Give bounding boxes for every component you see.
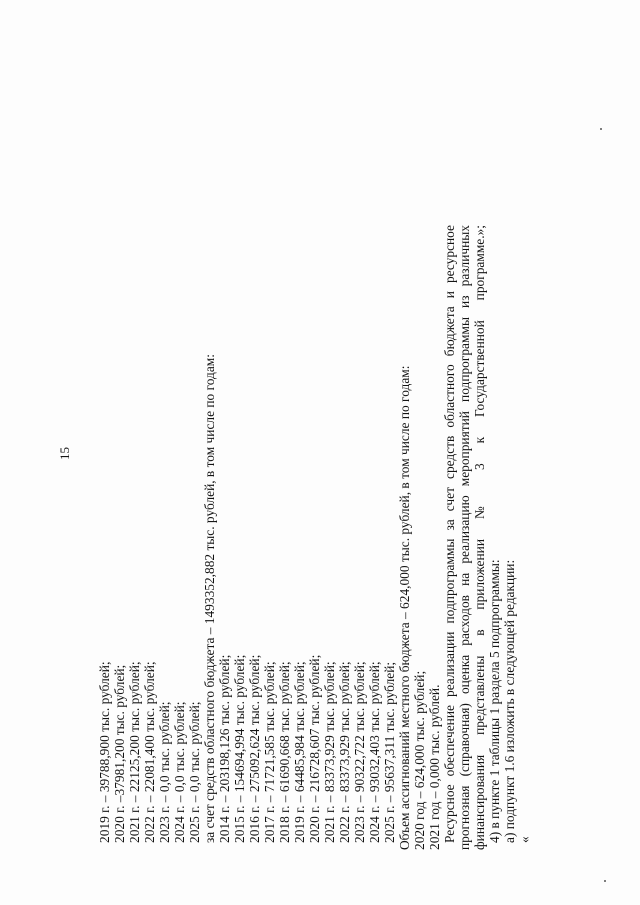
text-line: Ресурсное обеспечение реализации подпрограммы за счет средств областного бюджета и ресурсное <box>442 225 457 843</box>
text-line: 2020 год – 624,000 тыс. рублей; <box>412 670 427 850</box>
text-line: 2016 г. – 275092,624 тыс. рублей; <box>247 654 262 843</box>
text-line: 2019 г. – 39788,900 тыс. рублей; <box>97 661 112 843</box>
text-line: 2015 г. – 154694,994 тыс. рублей; <box>232 654 247 843</box>
text-line: 2023 г. – 0,0 тыс. рублей; <box>157 701 172 843</box>
text-line: 2025 г. – 95637,311 тыс. рублей; <box>382 661 397 843</box>
text-line: 2018 г. – 61690,668 тыс. рублей; <box>277 661 292 843</box>
scan-speck <box>604 880 606 882</box>
text-line: 2022 г. – 83373,929 тыс. рублей; <box>337 661 352 843</box>
text-line: а) подпункт 1.6 изложить в следующей редакции: <box>502 559 517 843</box>
text-line: финансирования представлены в приложении № 3 к Государственной программе.»; <box>472 225 487 850</box>
text-line: 2023 г. – 90322,722 тыс. рублей; <box>352 661 367 843</box>
text-line: 2020 г. – 216728,607 тыс. рублей; <box>307 654 322 843</box>
text-line: 2025 г. – 0,0 тыс. рублей; <box>187 701 202 843</box>
text-line: прогнозная (справочная) оценка расходов на реализацию мероприятий подпрограммы из различных <box>457 225 472 850</box>
text-line: 2019 г. – 64485,984 тыс. рублей; <box>292 661 307 843</box>
page-number: 15 <box>57 447 72 460</box>
document-body <box>97 210 532 850</box>
rotated-content <box>57 210 532 850</box>
text-line: « <box>517 836 532 843</box>
text-line: 2021 г. – 22125,200 тыс. рублей; <box>127 661 142 843</box>
text-line: 2020 г. –37981,200 тыс. рублей; <box>112 664 127 843</box>
text-line: 2014 г. – 203198,126 тыс. рублей; <box>217 654 232 843</box>
text-line: 4) в пункте 1 таблицы 1 раздела 5 подпрограммы: <box>487 559 502 843</box>
text-line: 2022 г. – 22081,400 тыс. рублей; <box>142 661 157 843</box>
scan-speck <box>600 128 602 130</box>
text-line: 2024 г. – 0,0 тыс. рублей; <box>172 701 187 843</box>
text-line: 2017 г. – 71721,585 тыс. рублей; <box>262 661 277 843</box>
text-line: 2024 г. – 93032,403 тыс. рублей; <box>367 661 382 843</box>
text-line: 2021 г. – 83373,929 тыс. рублей; <box>322 661 337 843</box>
text-line: 2021 год – 0,000 тыс. рублей. <box>427 684 442 850</box>
text-line: за счет средств областного бюджета – 1493352,882 тыс. рублей, в том числе по годам: <box>202 354 217 843</box>
text-line: Объем ассигнований местного бюджета – 624,000 тыс. рублей, в том числе по годам: <box>397 365 412 850</box>
